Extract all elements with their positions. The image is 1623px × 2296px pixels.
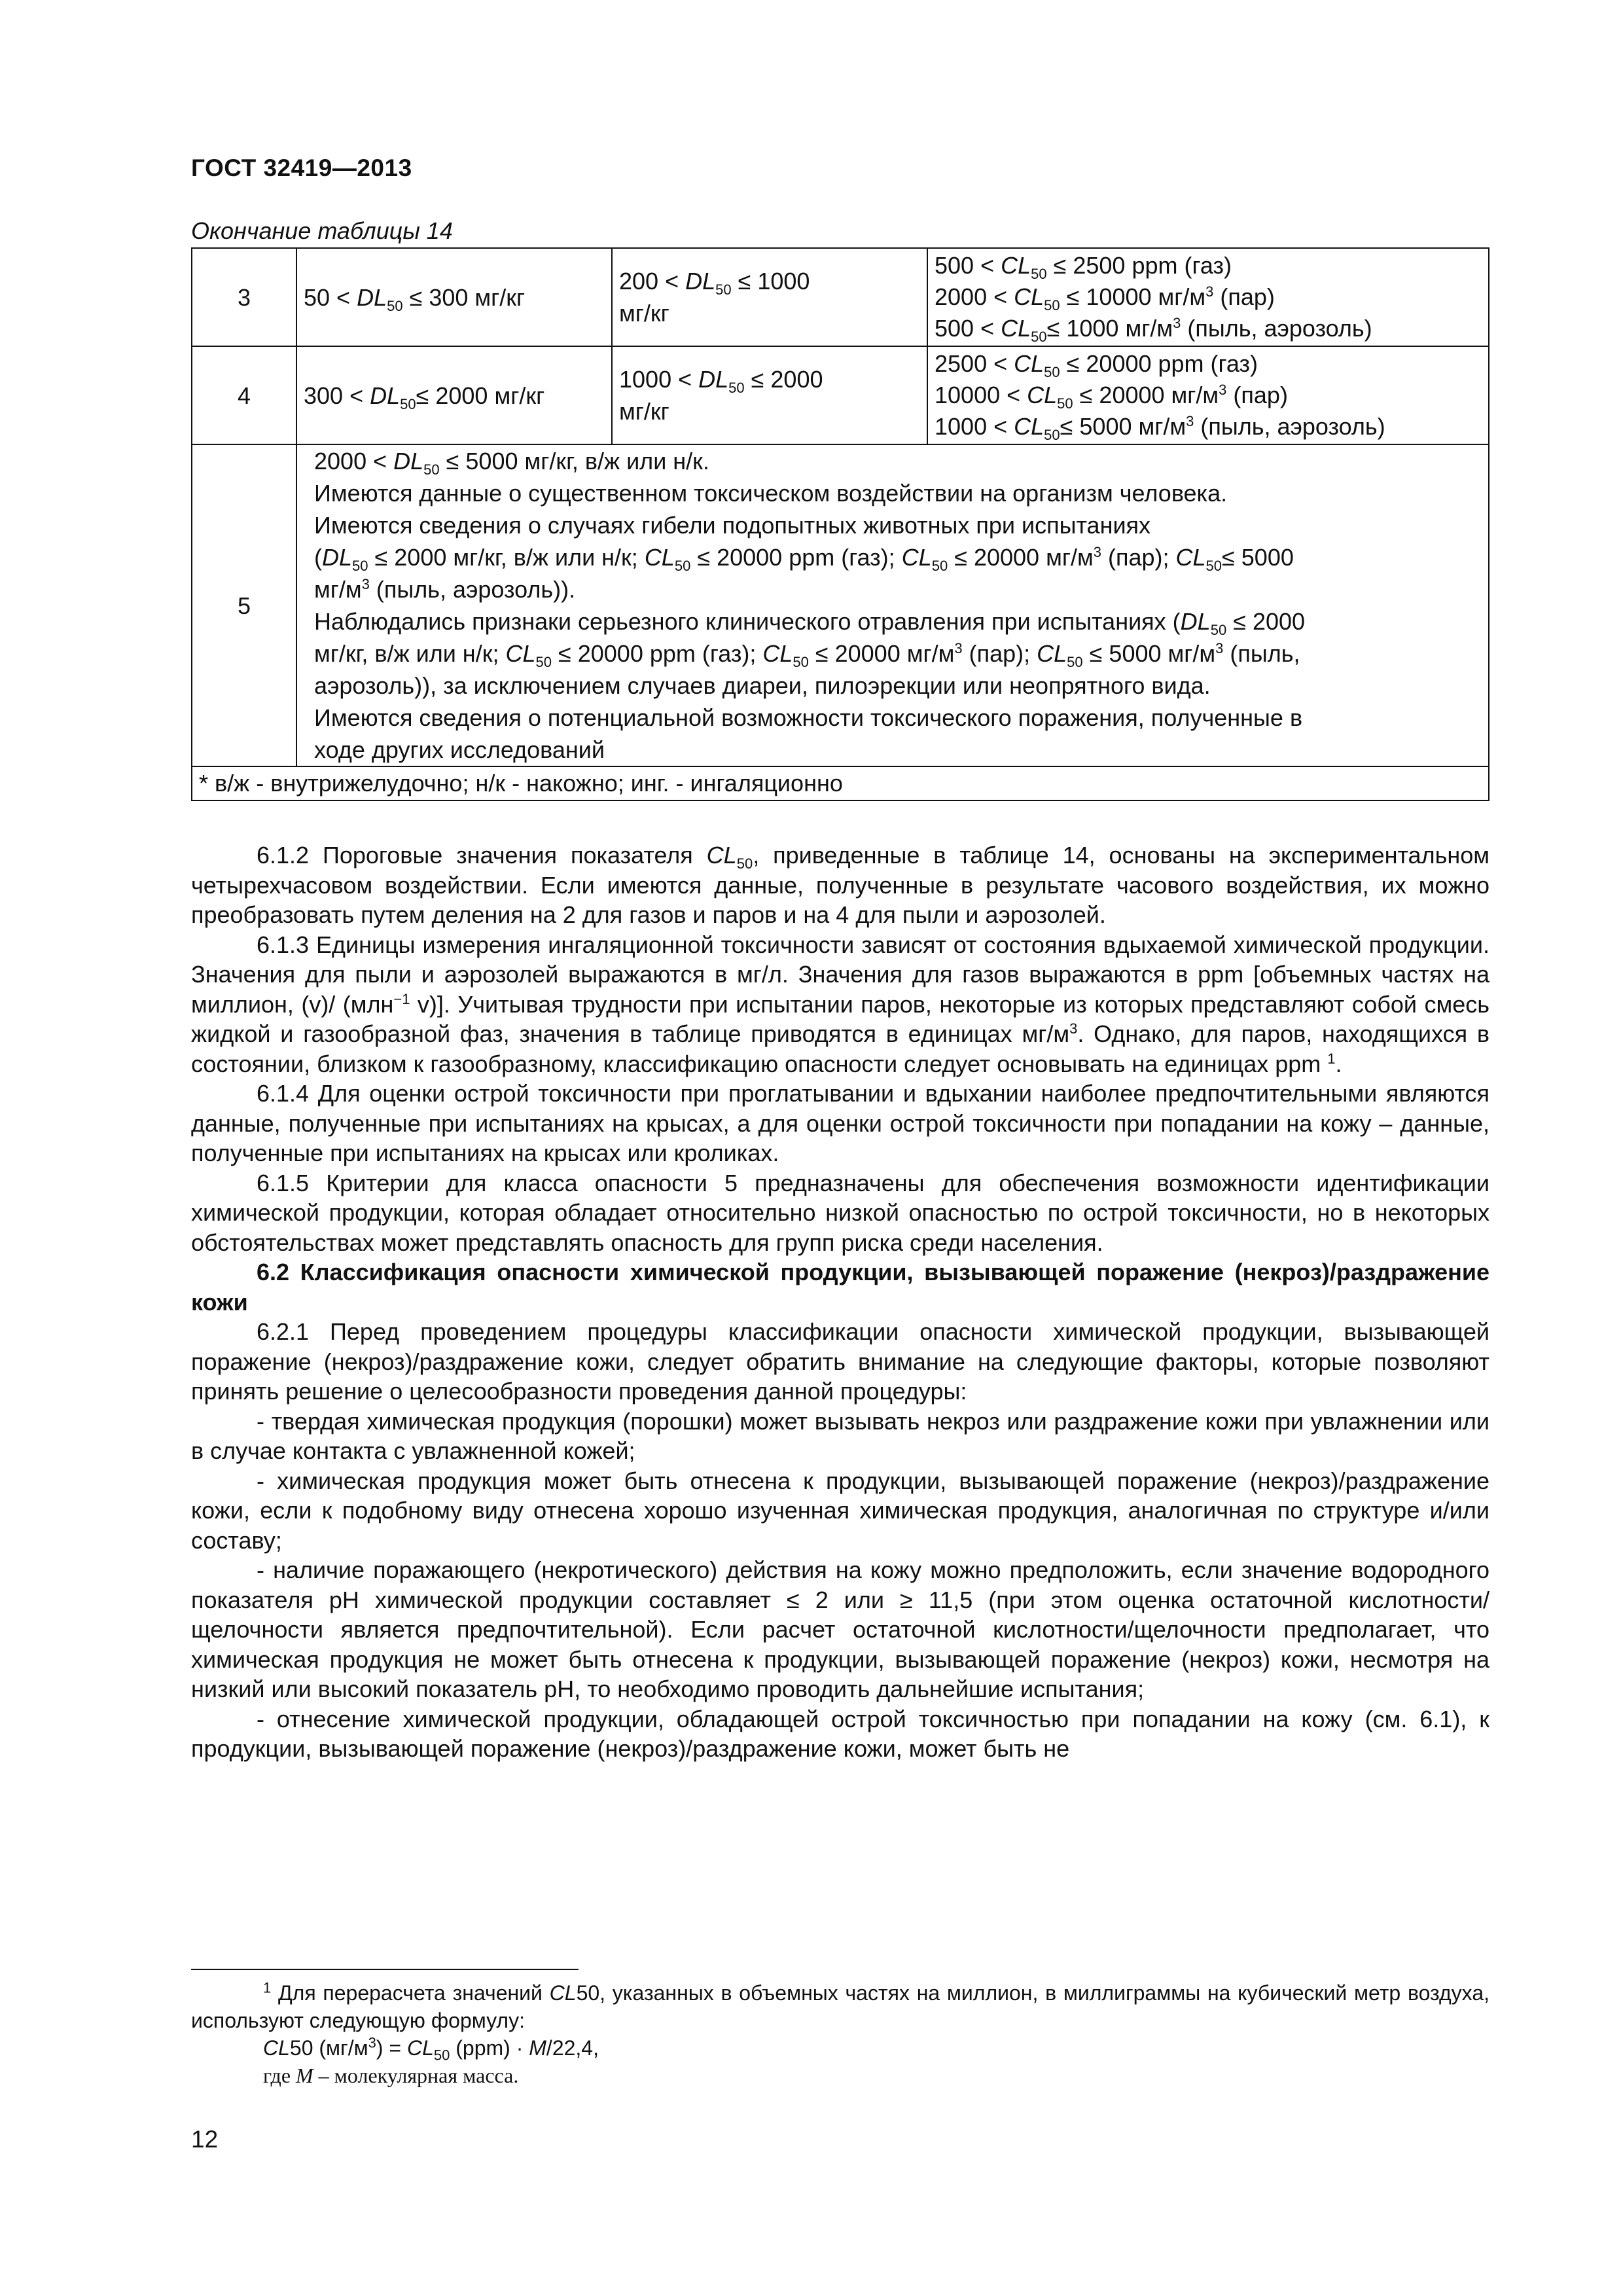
footnote-separator: [191, 1969, 579, 1970]
body-text: [191, 840, 1489, 1764]
footnote-formula: CL50 $(мг/м^3) = CL_{50}$ (ppm) · M/22,4,: [263, 2034, 599, 2064]
dermal-cell: $1000 < DL_{50} \le 2000$ мг/кг: [612, 346, 927, 444]
hazard-class-cell: 5: [192, 444, 296, 766]
list-item: - химическая продукция может быть отнесена к продукции, вызывающей поражение (некроз)/раздражение кожи, если к подобному виду отнесена хорошо изученная химическая продукция, аналогичная по структуре и/или составу;: [191, 1467, 1489, 1554]
table-row: [192, 248, 1489, 346]
hazard-class-cell: 3: [192, 248, 296, 346]
list-item: - наличие поражающего (некротического) действия на кожу можно предположить, если значение водородного показателя pH химической продукции составляет ≤ 2 или ≥ 11,5 (при этом оценка остаточной кислотности/щелочности является предпочтительной). Если расчет остаточной кислотности/щелочности предполагает, что химическая продукция не может быть отнесена к продукции, вызывающей поражение (некроз) кожи, несмотря на низкий или высокий показатель pH, то необходимо проводить дальнейшие испытания;: [191, 1556, 1489, 1702]
footnote-mark: 1: [263, 1979, 272, 1996]
oral-cell: $50 < DL_{50} \le 300$ мг/кг: [296, 248, 612, 346]
list-item: - твердая химическая продукция (порошки) может вызывать некроз или раздражение кожи при увлажнении или в случае контакта с увлажненной кожей;: [191, 1407, 1489, 1464]
hazard-class-cell: 4: [192, 346, 296, 444]
paragraph-6-1-4: 6.1.4 Для оценки острой токсичности при проглатывании и вдыхании наиболее предпочтительными являются данные, полученные при испытаниях на крысах, а для оценки острой токсичности при попадании на кожу – данные, полученные при испытаниях на крысах или кроликах.: [191, 1080, 1489, 1166]
toxicity-table: [191, 247, 1489, 801]
paragraph-6-2-1: 6.2.1 Перед проведением процедуры классификации опасности химической продукции, вызывающей поражение (некроз)/раздражение кожи, следует обратить внимание на следующие факторы, которые позволяют принять решение о целесообразности проведения данной процедуры:: [191, 1318, 1489, 1405]
page-footnote: $^1$ Для перерасчета значений CL50, указанных в объемных частях на миллион, в миллиграммы на кубический метр воздуха, используют следующую формулу: CL50 $(мг/м^3) = CL_{50}$ (ppm) · M/22,4, где M – молекулярная масса.: [191, 1979, 1489, 2089]
table-footnote-row: [192, 766, 1489, 800]
paragraph-6-1-5: 6.1.5 Критерии для класса опасности 5 предназначены для обеспечения возможности идентификации химической продукции, которая обладает относительно низкой опасностью по острой токсичности, но в некоторых обстоятельствах может представлять опасность для групп риска среди населения.: [191, 1169, 1489, 1256]
table-row: [192, 444, 1489, 766]
inhalation-cell: $2500 < CL_{50} \le 20000$ ppm (газ) $10000 < CL_{50} \le 20000$ $мг/м^3$ (пар) $1000 < CL_{50}\le 5000$ $мг/м^3$ (пыль, аэрозоль): [927, 346, 1489, 444]
footnote-where: где M – молекулярная масса.: [263, 2064, 519, 2087]
paragraph-6-1-3: 6.1.3 Единицы измерения ингаляционной токсичности зависят от состояния вдыхаемой химической продукции. Значения для пыли и аэрозолей выражаются в мг/л. Значения для газов выражаются в ppm [объемных частях на миллион, (v)/ (млн$^{-1}$ v)]. Учитывая трудности при испытании паров, некоторые из которых представляют собой смесь жидкой и газообразной фаз, значения в таблице приводятся в единицах $мг/м^3$. Однако, для паров, находящихся в состоянии, близком к газообразному, классификацию опасности следует основывать на единицах ppm $^1$.: [191, 931, 1489, 1077]
paragraph-6-1-2: 6.1.2 Пороговые значения показателя $CL_{50}$, приведенные в таблице 14, основаны на экспериментальном четырехчасовом воздействии. Если имеются данные, полученные в результате часового воздействия, их можно преобразовать путем деления на 2 для газов и паров и на 4 для пыли и аэрозолей.: [191, 842, 1489, 928]
inhalation-cell: $500 < CL_{50} \le 2500$ ppm (газ) $2000 < CL_{50} \le 10000$ $мг/м^3$ (пар) $500 < CL_{50}\le 1000$ $мг/м^3$ (пыль, аэрозоль): [927, 248, 1489, 346]
table-footnote: * в/ж - внутрижелудочно; н/к - накожно; инг. - ингаляционно: [192, 766, 1489, 800]
list-item: - отнесение химической продукции, обладающей острой токсичностью при попадании на кожу (см. 6.1), к продукции, вызывающей поражение (некроз)/раздражение кожи, может быть не: [191, 1705, 1489, 1762]
section-heading-6-2: 6.2 Классификация опасности химической продукции, вызывающей поражение (некроз)/раздражение кожи: [191, 1259, 1489, 1316]
table-row: [192, 346, 1489, 444]
dermal-cell: $200 < DL_{50} \le 1000$ мг/кг: [612, 248, 927, 346]
document-header: ГОСТ 32419—2013: [191, 154, 412, 181]
class5-criteria-cell: $2000 < DL_{50} \le 5000$ мг/кг, в/ж или н/к. Имеются данные о существенном токсическом воздействии на организм человека. Имеются сведения о случаях гибели подопытных животных при испытаниях ($DL_{50} \le 2000$ мг/кг, в/ж или н/к; $CL_{50} \le 20000$ ppm (газ); $CL_{50} \le 20000$ $мг/м^3$ (пар); $CL_{50}\le 5000$ $мг/м^3$ (пыль, аэрозоль)). Наблюдались признаки серьезного клинического отравления при испытаниях ($DL_{50} \le 2000$ мг/кг, в/ж или н/к; $CL_{50} \le 20000$ ppm (газ); $CL_{50} \le 20000$ $мг/м^3$ (пар); $CL_{50} \le 5000$ $мг/м^3$ (пыль, аэрозоль)), за исключением случаев диареи, пилоэрекции или неопрятного вида. Имеются сведения о потенциальной возможности токсического поражения, полученные в ходе других исследований: [296, 444, 1489, 766]
oral-cell: $300 < DL_{50}\le 2000$ мг/кг: [296, 346, 612, 444]
table-caption: Окончание таблицы 14: [191, 217, 453, 244]
page-number: 12: [191, 2126, 219, 2153]
